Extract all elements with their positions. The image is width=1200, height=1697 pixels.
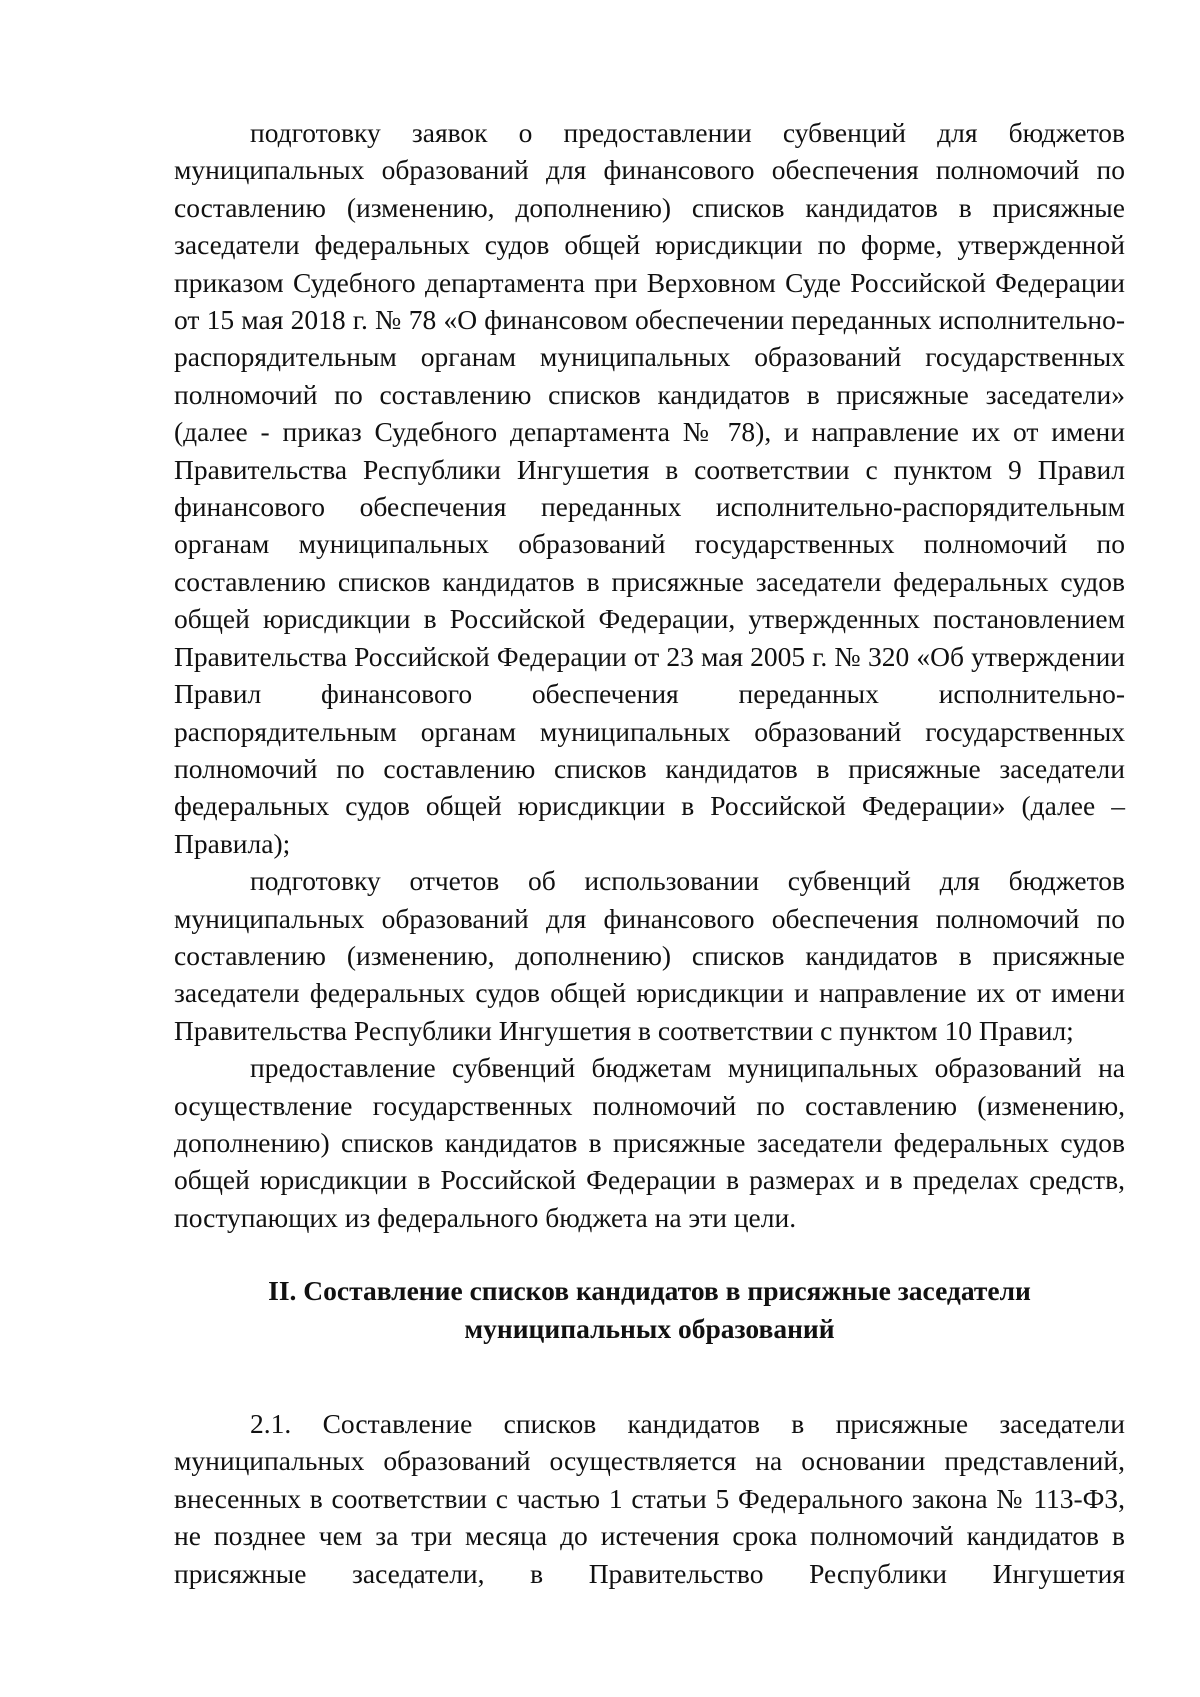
paragraph-preparation-of-reports: подготовку отчетов об использовании субвенций для бюджетов муниципальных образований для финансового обеспечения полномочий по составлению (изменению, дополнению) списков кандидатов в присяжные заседатели федеральных судов общей юрисдикции и направление их от имени Правительства Республики Ингушетия в соответствии с пунктом 10 Правил; [174, 865, 1125, 1046]
document-body [174, 114, 1125, 1592]
paragraph-2-1: 2.1. Составление списков кандидатов в присяжные заседатели муниципальных образований осуществляется на основании представлений, внесенных в соответствии с частью 1 статьи 5 Федерального закона № 113-ФЗ, не позднее чем за три месяца до истечения срока полномочий кандидатов в присяжные заседатели, в Правительство Республики Ингушетия [174, 1408, 1125, 1589]
section-heading-line-1: II. Составление списков кандидатов в присяжные заседатели [268, 1275, 1031, 1307]
section-heading-line-2: муниципальных образований [464, 1312, 835, 1344]
section-heading [174, 1272, 1125, 1347]
paragraph-provision-of-subventions: предоставление субвенций бюджетам муниципальных образований на осуществление государственных полномочий по составлению (изменению, дополнению) списков кандидатов в присяжные заседатели федеральных судов общей юрисдикции в Российской Федерации в размерах и в пределах средств, поступающих из федерального бюджета на эти цели. [174, 1052, 1125, 1233]
paragraph-submission-of-requests: подготовку заявок о предоставлении субвенций для бюджетов муниципальных образований для финансового обеспечения полномочий по составлению (изменению, дополнению) списков кандидатов в присяжные заседатели федеральных судов общей юрисдикции по форме, утвержденной приказом Судебного департамента при Верховном Суде Российской Федерации от 15 мая 2018 г. № 78 «О финансовом обеспечении переданных исполнительно-распорядительным органам муниципальных образований государственных полномочий по составлению списков кандидатов в присяжные заседатели» (далее - приказ Судебного департамента № 78), и направление их от имени Правительства Республики Ингушетия в соответствии с пунктом 9 Правил финансового обеспечения переданных исполнительно-распорядительным органам муниципальных образований государственных полномочий по составлению списков кандидатов в присяжные заседатели федеральных судов общей юрисдикции в Российской Федерации, утвержденных постановлением Правительства Российской Федерации от 23 мая 2005 г. № 320 «Об утверждении Правил финансового обеспечения переданных исполнительно-распорядительным органам муниципальных образований государственных полномочий по составлению списков кандидатов в присяжные заседатели федеральных судов общей юрисдикции в Российской Федерации» (далее –Правила); [174, 117, 1125, 859]
